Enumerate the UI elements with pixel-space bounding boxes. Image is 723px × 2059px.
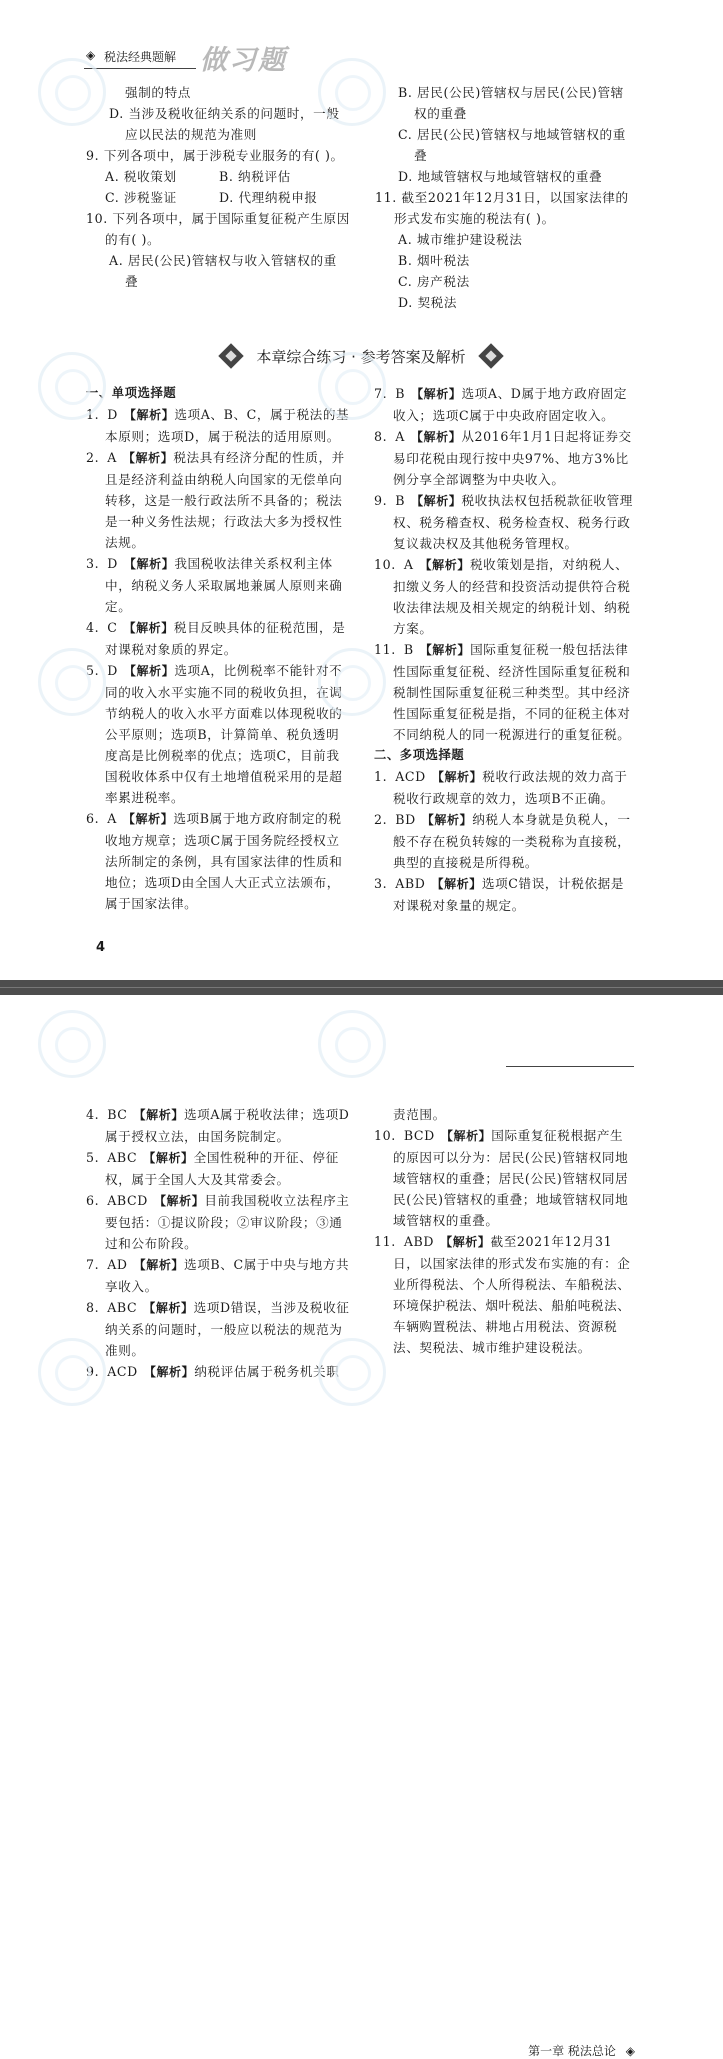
banner-title: 本章综合练习 · 参考答案及解析	[256, 348, 466, 366]
analysis-text: 截至2021年12月31日，以国家法律的形式发布实施的有：企业所得税法、个人所得税法、车船税法、环境保护税法、烟叶税法、船舶吨税法、车辆购置税法、耕地占用税法、资源税法、契税法、城市维护建设税法。	[393, 1234, 631, 1355]
question-continuation: 强制的特点	[125, 85, 191, 100]
answer-letter: D	[107, 663, 118, 678]
answer-letter: A	[403, 557, 414, 572]
answer-number: 8.	[86, 1300, 100, 1315]
answer-item	[374, 490, 636, 554]
analysis-tag: 【解析】	[421, 813, 473, 827]
question-option: B. 烟叶税法	[398, 253, 470, 268]
diamond-icon: ◈	[86, 48, 96, 62]
answer-letter: A	[107, 450, 117, 465]
watermark-logo	[318, 1338, 386, 1406]
answer-letter: ABC	[107, 1150, 138, 1165]
analysis-tag: 【解析】	[133, 1108, 184, 1122]
analysis-tag: 【解析】	[143, 1365, 195, 1379]
answer-letter: B	[395, 493, 406, 508]
analysis-tag: 【解析】	[431, 770, 483, 784]
analysis-tag: 【解析】	[122, 451, 174, 465]
answer-number: 5.	[86, 1150, 100, 1165]
analysis-text: 我国税收法律关系权利主体中，纳税义务人采取属地兼属人原则来确定。	[105, 556, 343, 614]
analysis-text: 税收执法权包括税款征收管理权、税务稽查权、税务检查权、税务行政复议裁决权及其他税务管理权。	[393, 493, 634, 551]
question-option: A. 税收策划	[105, 169, 177, 184]
analysis-text: 选项B、C属于中央与地方共享收入。	[105, 1257, 350, 1294]
answer-number: 6.	[86, 811, 100, 826]
question-option: C. 房产税法	[398, 274, 470, 289]
analysis-text: 选项A、B、C，属于税法的基本原则；选项D，属于税法的适用原则。	[105, 407, 350, 444]
answer-letter: D	[107, 407, 118, 422]
watermark-logo	[38, 58, 106, 126]
answer-number: 3.	[86, 556, 100, 571]
answers-right-column	[374, 383, 636, 916]
answer-item	[86, 1147, 350, 1190]
answer-letter: ACD	[107, 1364, 138, 1379]
analysis-text: 纳税评估属于税务机关职	[194, 1364, 340, 1379]
answer-number: 8.	[374, 429, 388, 444]
answer-number: 4.	[86, 620, 100, 635]
section-mark: 做习题	[200, 45, 287, 76]
answer-number: 7.	[374, 386, 388, 401]
answer-item	[86, 1104, 350, 1147]
answer-letter: BC	[107, 1107, 128, 1122]
analysis-text: 选项B属于地方政府制定的税收地方规章；选项C属于国务院经授权立法所制定的条例，具有国家法律的性质和地位；选项D由全国人大正式立法颁布，属于国家法律。	[105, 811, 343, 911]
watermark-logo	[38, 1010, 106, 1078]
answer-letter: C	[107, 620, 118, 635]
analysis-tag: 【解析】	[411, 494, 462, 508]
answer-item	[374, 1104, 636, 1125]
answer-number: 10.	[374, 557, 396, 572]
answer-number: 6.	[86, 1193, 100, 1208]
answer-number: 7.	[86, 1257, 100, 1272]
answer-item	[86, 1254, 350, 1297]
answer-item	[374, 383, 636, 426]
analysis-text: 责范围。	[393, 1107, 446, 1122]
chapter-title: 第一章 税法总论	[528, 2044, 616, 2058]
section-heading: 一、单项选择题	[86, 386, 177, 400]
question-option: D. 代理纳税申报	[219, 190, 318, 205]
answer-item	[374, 426, 636, 490]
analysis-text: 税收策划是指，对纳税人、扣缴义务人的经营和投资活动提供符合税收法律法规及相关规定的纳税计划、纳税方案。	[393, 557, 631, 636]
analysis-tag: 【解析】	[411, 387, 462, 401]
question-stem: 10. 下列各项中，属于国际重复征税产生原因的有( )。	[86, 211, 350, 247]
answer-item	[86, 553, 350, 617]
analysis-tag: 【解析】	[410, 430, 462, 444]
answer-item	[374, 1231, 636, 1358]
chapter-header	[528, 2042, 635, 2059]
question-option: D. 契税法	[398, 295, 458, 310]
answer-letter: AD	[107, 1257, 128, 1272]
answer-item	[86, 808, 350, 914]
answer-item	[374, 1125, 636, 1231]
analysis-text: 税目反映具体的征税范围，是对课税对象质的界定。	[105, 620, 346, 657]
analysis-tag: 【解析】	[419, 643, 471, 657]
question-option: D. 地域管辖权与地域管辖权的重叠	[398, 169, 603, 184]
answer-item	[86, 1361, 350, 1383]
question-option: B. 居民(公民)管辖权与居民(公民)管辖权的重叠	[398, 85, 624, 121]
analysis-text: 国际重复征税根据产生的原因可以分为：居民(公民)管辖权同地域管辖权的重叠；居民(公民)管辖权同居民(公民)管辖权的重叠；地域管辖权同地域管辖权的重叠。	[393, 1128, 629, 1228]
analysis-text: 税法具有经济分配的性质，并且是经济利益由纳税人向国家的无偿单向转移，这是一般行政法所不具备的；税法是一种义务性法规；行政法大多为授权性法规。	[105, 450, 345, 550]
analysis-tag: 【解析】	[143, 1151, 194, 1165]
answer-number: 1.	[374, 769, 388, 784]
analysis-tag: 【解析】	[123, 621, 174, 635]
section-heading: 二、多项选择题	[374, 748, 465, 762]
questions-right-column	[375, 82, 637, 313]
answer-item	[86, 1190, 350, 1254]
answer-letter: B	[395, 386, 406, 401]
answer-letter: A	[107, 811, 117, 826]
watermark-logo	[38, 352, 106, 420]
answers-right-column-p2	[374, 1104, 636, 1358]
answer-number: 9.	[86, 1364, 100, 1379]
answers-left-column-p2	[86, 1104, 350, 1383]
question-option: A. 居民(公民)管辖权与收入管辖权的重叠	[109, 253, 337, 289]
answer-number: 11.	[374, 1234, 396, 1249]
analysis-text: 税收行政法规的效力高于税收行政规章的效力，选项B不正确。	[393, 769, 628, 806]
page-4	[0, 0, 723, 980]
answer-item	[374, 554, 636, 639]
analysis-text: 选项A、D属于地方政府固定收入；选项C属于中央政府固定收入。	[393, 386, 628, 423]
answer-letter: A	[395, 429, 405, 444]
watermark-logo	[318, 1010, 386, 1078]
answer-number: 2.	[374, 812, 388, 827]
diamond-icon	[218, 343, 243, 368]
question-option: C. 涉税鉴证	[105, 190, 177, 205]
analysis-text: 纳税人本身就是负税人，一般不存在税负转嫁的一类税称为直接税，典型的直接税是所得税。	[393, 812, 631, 870]
page-number: 4	[96, 940, 106, 955]
watermark-logo	[318, 352, 386, 420]
answer-letter: ABD	[403, 1234, 435, 1249]
answer-item	[86, 660, 350, 808]
analysis-text: 从2016年1月1日起将证券交易印花税由现行按中央97%、地方3%比例分享全部调整为中央收入。	[393, 429, 632, 487]
analysis-tag: 【解析】	[153, 1194, 205, 1208]
answer-number: 9.	[374, 493, 388, 508]
answers-left-column	[86, 383, 350, 914]
analysis-text: 选项A，比例税率不能针对不同的收入水平实施不同的税收负担，在调节纳税人的收入水平方面难以体现税收的公平原则；选项B，计算简单、税负透明度高是比例税率的优点；选项C，目前我国税收体系中仅有土地增值税采用的是超率累进税率。	[105, 663, 343, 805]
answer-item	[86, 617, 350, 660]
analysis-tag: 【解析】	[133, 1258, 185, 1272]
analysis-tag: 【解析】	[123, 557, 175, 571]
answer-item	[86, 447, 350, 553]
diamond-icon: ◈	[625, 2044, 635, 2058]
answer-letter: ACD	[395, 769, 426, 784]
analysis-tag: 【解析】	[419, 558, 470, 572]
answer-letter: BD	[395, 812, 416, 827]
answer-letter: D	[107, 556, 118, 571]
answer-item	[374, 639, 636, 745]
option-row	[86, 187, 350, 208]
answer-item	[86, 404, 350, 447]
question-option: B. 纳税评估	[219, 169, 291, 184]
answer-letter: ABD	[395, 876, 426, 891]
watermark-logo	[38, 648, 106, 716]
questions-left-column	[86, 82, 350, 292]
answer-number: 5.	[86, 663, 100, 678]
analysis-text: 目前我国税收立法程序主要包括：①提议阶段；②审议阶段；③通过和公布阶段。	[105, 1193, 350, 1251]
analysis-tag: 【解析】	[123, 408, 175, 422]
book-title: 税法经典题解	[104, 50, 177, 64]
answer-letter: ABC	[107, 1300, 138, 1315]
answer-number: 11.	[374, 642, 396, 657]
question-option: C. 居民(公民)管辖权与地域管辖权的重叠	[398, 127, 626, 163]
answer-item	[374, 809, 636, 873]
answer-number: 2.	[86, 450, 100, 465]
answer-number: 3.	[374, 876, 388, 891]
analysis-text: 国际重复征税一般包括法律性国际重复征税、经济性国际重复征税和税制性国际重复征税三种类型。其中经济性国际重复征税是指，不同的征税主体对不同纳税人的同一税源进行的重复征税。	[393, 642, 631, 742]
page-divider	[0, 980, 723, 995]
analysis-tag: 【解析】	[440, 1129, 492, 1143]
watermark-logo	[318, 648, 386, 716]
analysis-tag: 【解析】	[122, 812, 174, 826]
watermark-logo	[318, 58, 386, 126]
analysis-text: 选项C错误，计税依据是对课税对象量的规定。	[393, 876, 625, 913]
answer-number: 4.	[86, 1107, 100, 1122]
answer-number: 1.	[86, 407, 100, 422]
diamond-icon	[478, 343, 503, 368]
analysis-text: 全国性税种的开征、停征权，属于全国人大及其常委会。	[105, 1150, 339, 1187]
header-rule	[84, 68, 196, 69]
analysis-tag: 【解析】	[143, 1301, 194, 1315]
answer-letter: B	[403, 642, 414, 657]
answer-number: 10.	[374, 1128, 396, 1143]
analysis-text: 选项A属于税收法律；选项D属于授权立法，由国务院制定。	[105, 1107, 350, 1144]
answer-item	[374, 766, 636, 809]
answer-item	[86, 1297, 350, 1361]
question-stem: 9. 下列各项中，属于涉税专业服务的有( )。	[86, 148, 344, 163]
answer-letter: ABCD	[107, 1193, 148, 1208]
analysis-tag: 【解析】	[123, 664, 175, 678]
question-stem: 11. 截至2021年12月31日，以国家法律的形式发布实施的税法有( )。	[375, 190, 629, 226]
question-option: A. 城市维护建设税法	[398, 232, 523, 247]
answer-letter: BCD	[403, 1128, 435, 1143]
answer-item	[374, 873, 636, 916]
analysis-text: 选项D错误，当涉及税收征纳关系的问题时，一般应以税法的规范为准则。	[105, 1300, 350, 1358]
header-rule	[506, 1066, 634, 1067]
analysis-tag: 【解析】	[431, 877, 482, 891]
question-option: D. 当涉及税收征纳关系的问题时，一般应以民法的规范为准则	[109, 106, 340, 142]
watermark-logo	[38, 1338, 106, 1406]
option-row	[86, 166, 350, 187]
analysis-tag: 【解析】	[440, 1235, 491, 1249]
